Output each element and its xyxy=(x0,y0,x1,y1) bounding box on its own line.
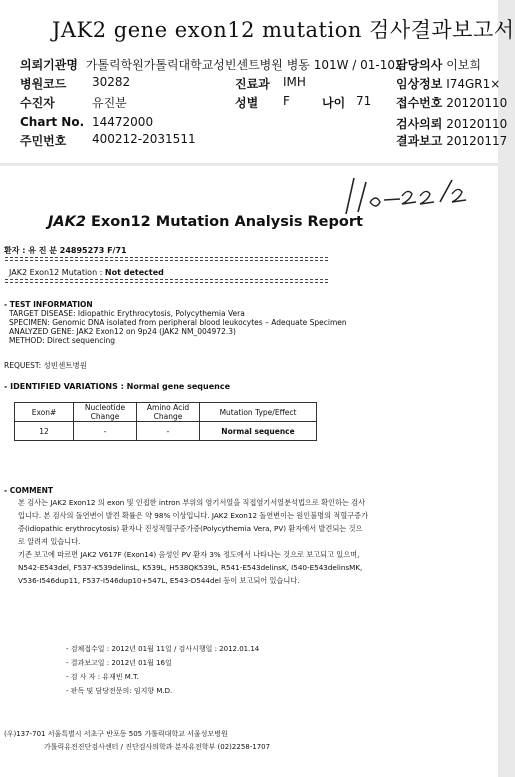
field-doctor: 담당의사 이보희 xyxy=(396,58,481,72)
method: METHOD: Direct sequencing xyxy=(9,336,115,345)
date-line: - 결과보고일 : 2012년 01월 16일 xyxy=(66,659,172,667)
resident-no-value: 400212-2031511 xyxy=(92,132,196,146)
age-value: 71 xyxy=(356,94,372,108)
header-amino-acid: Amino Acid Change xyxy=(137,403,200,422)
cell-exon: 12 xyxy=(15,422,74,441)
header-mutation-type: Mutation Type/Effect xyxy=(200,403,317,422)
report-title: JAK2 Exon12 Mutation Analysis Report xyxy=(48,214,363,230)
page-title: JAK2 gene exon12 mutation 검사결과보고서 xyxy=(52,18,515,42)
divider xyxy=(5,257,328,261)
date-line: - 검 사 자 : 유재빈 M.T. xyxy=(66,673,139,681)
field-result-report: 결과보고 20120117 xyxy=(396,134,508,148)
field-receipt-no: 접수번호 20120110 xyxy=(396,96,508,110)
dept-label: 진료과 xyxy=(235,77,270,91)
comment-heading: - COMMENT xyxy=(4,486,54,495)
field-chart-no: Chart No. xyxy=(20,115,85,129)
hospital-code-value: 30282 xyxy=(92,75,131,89)
comment-paragraph-2: 기존 보고에 따르면 JAK2 V617F (Exon14) 음성인 PV 환자 3% 정도에서 나타나는 것으로 보고되고 있으며, N542-E543del, F537-K539delinsL, K539L, H538QK539L, R541-E543delinsK, I540-E543delinsMK, V536-I546dup11, F537-I546dup10+547L, E543-D544del 등이 보고되어 있습니다. xyxy=(18,550,363,585)
report-header xyxy=(0,0,515,163)
analyzed-gene: ANALYZED GENE: JAK2 Exon12 on 9p24 (JAK2 NM_004972.3) xyxy=(9,327,236,336)
sex-label: 성별 xyxy=(235,96,259,110)
table-header-row xyxy=(15,403,317,422)
cell-nucleotide: - xyxy=(74,422,137,441)
variations-heading: - IDENTIFIED VARIATIONS : Normal gene sequence xyxy=(4,382,231,391)
divider xyxy=(5,279,328,283)
date-line: - 판독 및 담당전문의: 임지향 M.D. xyxy=(66,687,173,695)
cell-amino-acid: - xyxy=(137,422,200,441)
test-info-heading: - TEST INFORMATION xyxy=(4,300,93,309)
request-line: REQUEST: 성빈센트병원 xyxy=(4,361,87,370)
cell-mutation-type: Normal sequence xyxy=(200,422,317,441)
target-disease: TARGET DISEASE: Idiopathic Erythrocytosis, Polycythemia Vera xyxy=(9,309,245,318)
handwritten-signature xyxy=(340,174,475,219)
dept-value: IMH xyxy=(283,75,306,89)
sex-value: F xyxy=(283,94,290,108)
field-requesting-institution: 의뢰기관명 가톨릭학원가톨릭대학교성빈센트병원 병동 101W / 01-102 xyxy=(20,58,403,72)
specimen: SPECIMEN: Genomic DNA isolated from peripheral blood leukocytes – Adequate Specimen xyxy=(9,318,347,327)
table-row xyxy=(15,422,317,441)
variations-table xyxy=(14,402,317,441)
patient-value: 유진분 xyxy=(92,96,127,110)
comment-paragraph-1: 본 검사는 JAK2 Exon12 의 exon 및 인접한 intron 부위의 염기서열을 직접염기서열분석법으로 확인하는 검사입니다. 본 검사의 돌연변이 발견 확률은 약 98% 이상입니다. JAK2 Exon12 돌연변이는 원인불명의 적혈구증가증(idiopathic erythrocytosis) 환자나 진성적혈구증가증(Polycythemia Vera, PV) 환자에서 발견되는 것으로 알려져 있습니다. xyxy=(18,498,369,546)
address-line: 가톨릭유전진단검사센터 / 진단검사의학과 분자유전학부 (02)2258-1707 xyxy=(44,743,271,751)
scanned-report xyxy=(0,166,498,777)
patient-line: 환자 : 유 진 분 24895273 F/71 xyxy=(4,246,127,255)
chart-no-value: 14472000 xyxy=(92,115,154,129)
address-line: (우)137-701 서울특별시 서초구 반포동 505 가톨릭대학교 서울성모병원 xyxy=(4,730,228,738)
field-resident-no: 주민번호 xyxy=(20,134,67,148)
field-patient: 수진자 xyxy=(20,96,55,110)
header-exon: Exon# xyxy=(15,403,74,422)
header-nucleotide: Nucleotide Change xyxy=(74,403,137,422)
field-clinical-info: 임상정보 I74GR1× xyxy=(396,77,501,91)
result-line: JAK2 Exon12 Mutation : Not detected xyxy=(9,268,164,277)
field-hospital-code: 병원코드 xyxy=(20,77,67,91)
ward-value: 병동 101W / 01-102 xyxy=(286,58,403,72)
field-test-request: 검사의뢰 20120110 xyxy=(396,117,508,131)
date-line: - 검체접수일 : 2012년 01월 11일 / 검사시행일 : 2012.01.14 xyxy=(66,645,260,653)
age-label: 나이 xyxy=(322,96,346,110)
